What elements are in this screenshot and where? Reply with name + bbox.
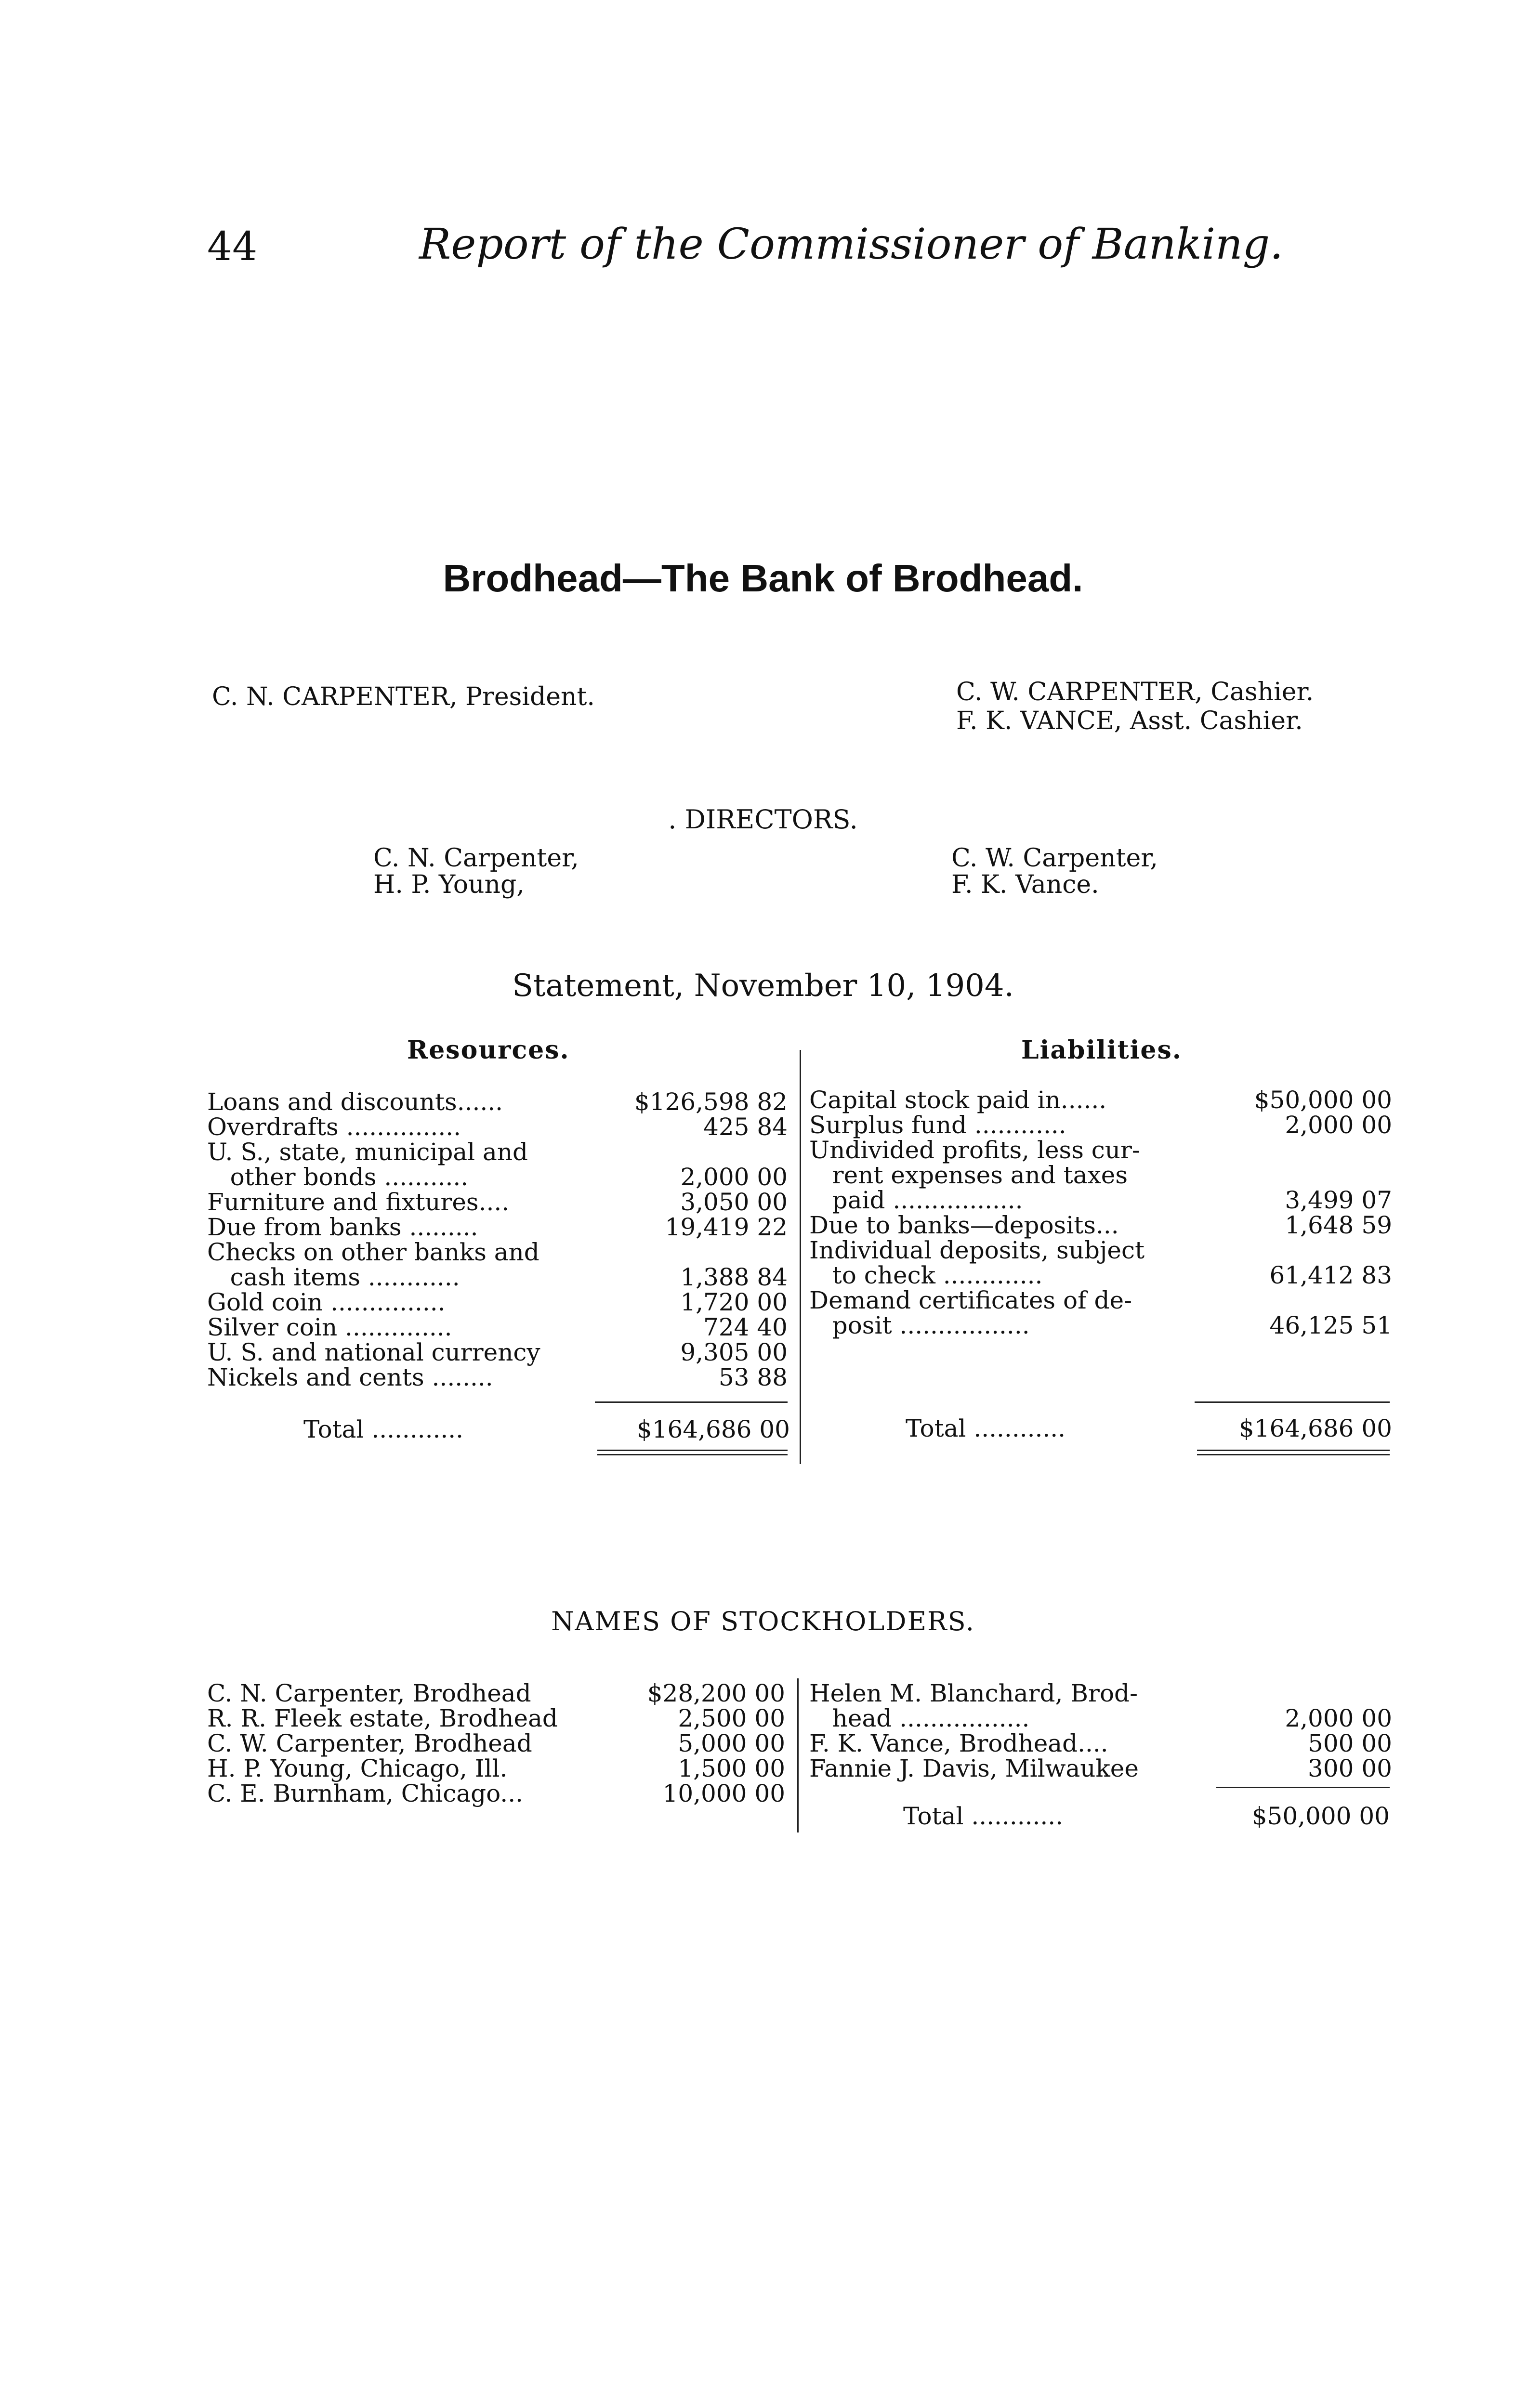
table-row [809, 1163, 1392, 1188]
row-label: Gold coin ............... [207, 1288, 446, 1316]
stockholders-right [809, 1681, 1392, 1781]
table-row [207, 1706, 790, 1731]
table-row [809, 1706, 1392, 1731]
liabilities-total-row [906, 1416, 1392, 1441]
stockholders-left-rows [207, 1681, 790, 1806]
row-amount: 2,500 00 [678, 1704, 785, 1732]
table-row [207, 1340, 790, 1365]
table-row [809, 1138, 1392, 1163]
stockholders-rule [1216, 1787, 1390, 1788]
table-row [207, 1781, 790, 1806]
president: C. N. CARPENTER, President. [212, 682, 595, 711]
resources-rule [595, 1401, 788, 1403]
liabilities-total-amount: $164,686 00 [1238, 1414, 1392, 1442]
director-right-2: F. K. Vance. [951, 870, 1099, 899]
stockholders-left [207, 1681, 790, 1806]
stockholders-total-amount: $50,000 00 [1251, 1802, 1390, 1830]
row-amount: 61,412 83 [1269, 1261, 1392, 1289]
director-left-2: H. P. Young, [373, 870, 525, 899]
table-row [207, 1190, 790, 1215]
row-label: Undivided profits, less cur- [809, 1136, 1140, 1164]
table-row [207, 1089, 790, 1114]
row-amount: 724 40 [703, 1313, 788, 1341]
row-label: U. S. and national currency [207, 1338, 540, 1366]
running-title: Report of the Commissioner of Banking. [419, 219, 1284, 269]
row-amount: 1,500 00 [678, 1754, 785, 1782]
row-amount: 1,720 00 [680, 1288, 788, 1316]
table-row [207, 1731, 790, 1756]
liabilities-total-label: Total ............ [906, 1414, 1066, 1442]
row-label: R. R. Fleek estate, Brodhead [207, 1704, 558, 1732]
row-amount: $126,598 82 [634, 1088, 788, 1116]
row-label: Silver coin .............. [207, 1313, 452, 1341]
row-amount: 3,050 00 [680, 1188, 788, 1216]
row-label: Due to banks—deposits... [809, 1211, 1119, 1239]
table-row [207, 1165, 790, 1190]
table-row [809, 1288, 1392, 1313]
table-row [809, 1112, 1392, 1138]
row-amount: 46,125 51 [1269, 1311, 1392, 1339]
liabilities-rows [809, 1087, 1392, 1338]
liabilities-double-rule [1197, 1450, 1390, 1455]
row-amount: 425 84 [703, 1113, 788, 1141]
table-row [809, 1756, 1392, 1781]
director-right-1: C. W. Carpenter, [951, 844, 1158, 873]
stockholders-heading: NAMES OF STOCKHOLDERS. [551, 1606, 975, 1636]
row-label: U. S., state, municipal and [207, 1138, 528, 1166]
table-row [207, 1139, 790, 1165]
table-row [809, 1238, 1392, 1263]
director-left-1: C. N. Carpenter, [373, 844, 579, 873]
table-row [809, 1731, 1392, 1756]
table-row [207, 1290, 790, 1315]
row-label: Individual deposits, subject [809, 1236, 1145, 1264]
row-amount: 10,000 00 [662, 1780, 785, 1807]
row-amount: 2,000 00 [680, 1163, 788, 1191]
row-label: C. W. Carpenter, Brodhead [207, 1729, 532, 1757]
table-row [809, 1087, 1392, 1112]
resources-rows [207, 1089, 790, 1390]
row-label: H. P. Young, Chicago, Ill. [207, 1754, 508, 1782]
table-row [809, 1263, 1392, 1288]
row-label: Nickels and cents ........ [207, 1363, 493, 1391]
stockholders-total-row [903, 1804, 1390, 1829]
row-amount: 500 00 [1308, 1729, 1392, 1757]
table-row [809, 1188, 1392, 1213]
resources-double-rule [597, 1450, 788, 1455]
column-divider [800, 1050, 801, 1464]
row-label: F. K. Vance, Brodhead.... [809, 1729, 1108, 1757]
row-amount: $50,000 00 [1254, 1086, 1392, 1114]
row-amount: 5,000 00 [678, 1729, 785, 1757]
row-label: Fannie J. Davis, Milwaukee [809, 1754, 1139, 1782]
row-amount: 1,648 59 [1285, 1211, 1392, 1239]
table-row [207, 1265, 790, 1290]
row-label: other bonds ........... [207, 1163, 469, 1191]
resources-heading: Resources. [407, 1035, 570, 1065]
stockholders-right-rows [809, 1681, 1392, 1781]
directors-heading: . DIRECTORS. [668, 804, 858, 835]
row-label: Loans and discounts...... [207, 1088, 503, 1116]
row-amount: $28,200 00 [647, 1679, 785, 1707]
row-label: Due from banks ......... [207, 1213, 478, 1241]
table-row [207, 1756, 790, 1781]
row-label: C. N. Carpenter, Brodhead [207, 1679, 531, 1707]
liabilities-rule [1195, 1401, 1390, 1403]
liabilities-heading: Liabilities. [1021, 1035, 1182, 1065]
table-row [207, 1365, 790, 1390]
resources-table [207, 1089, 790, 1390]
table-row [809, 1313, 1392, 1338]
table-row [207, 1215, 790, 1240]
table-row [207, 1114, 790, 1139]
stockholders-divider [797, 1678, 799, 1832]
row-label: Surplus fund ............ [809, 1111, 1066, 1139]
row-label: cash items ............ [207, 1263, 460, 1291]
row-label: head ................. [809, 1704, 1030, 1732]
row-label: C. E. Burnham, Chicago... [207, 1780, 523, 1807]
row-label: Demand certificates of de- [809, 1286, 1132, 1314]
row-amount: 1,388 84 [680, 1263, 788, 1291]
resources-total-row [303, 1417, 790, 1442]
table-row [809, 1213, 1392, 1238]
row-amount: 3,499 07 [1285, 1186, 1392, 1214]
row-label: rent expenses and taxes [809, 1161, 1128, 1189]
table-row [809, 1681, 1392, 1706]
assistant-cashier: F. K. VANCE, Asst. Cashier. [956, 707, 1303, 735]
cashier: C. W. CARPENTER, Cashier. [956, 678, 1314, 707]
row-label: posit ................. [809, 1311, 1030, 1339]
row-label: paid ................. [809, 1186, 1023, 1214]
resources-total-amount: $164,686 00 [636, 1415, 790, 1443]
page-number: 44 [207, 224, 258, 270]
row-amount: 53 88 [718, 1363, 788, 1391]
row-amount: 300 00 [1308, 1754, 1392, 1782]
row-label: Helen M. Blanchard, Brod- [809, 1679, 1138, 1707]
table-row [207, 1240, 790, 1265]
row-amount: 2,000 00 [1285, 1111, 1392, 1139]
table-row [207, 1315, 790, 1340]
row-amount: 19,419 22 [665, 1213, 788, 1241]
table-row [207, 1681, 790, 1706]
row-label: Checks on other banks and [207, 1238, 539, 1266]
row-label: Overdrafts ............... [207, 1113, 461, 1141]
row-label: Furniture and fixtures.... [207, 1188, 510, 1216]
bank-title: Brodhead—The Bank of Brodhead. [443, 557, 1083, 600]
row-label: to check ............. [809, 1261, 1043, 1289]
row-amount: 9,305 00 [680, 1338, 788, 1366]
row-label: Capital stock paid in...... [809, 1086, 1107, 1114]
liabilities-table [809, 1087, 1392, 1338]
statement-title: Statement, November 10, 1904. [512, 968, 1014, 1004]
row-amount: 2,000 00 [1285, 1704, 1392, 1732]
stockholders-total-label: Total ............ [903, 1802, 1064, 1830]
resources-total-label: Total ............ [303, 1415, 464, 1443]
